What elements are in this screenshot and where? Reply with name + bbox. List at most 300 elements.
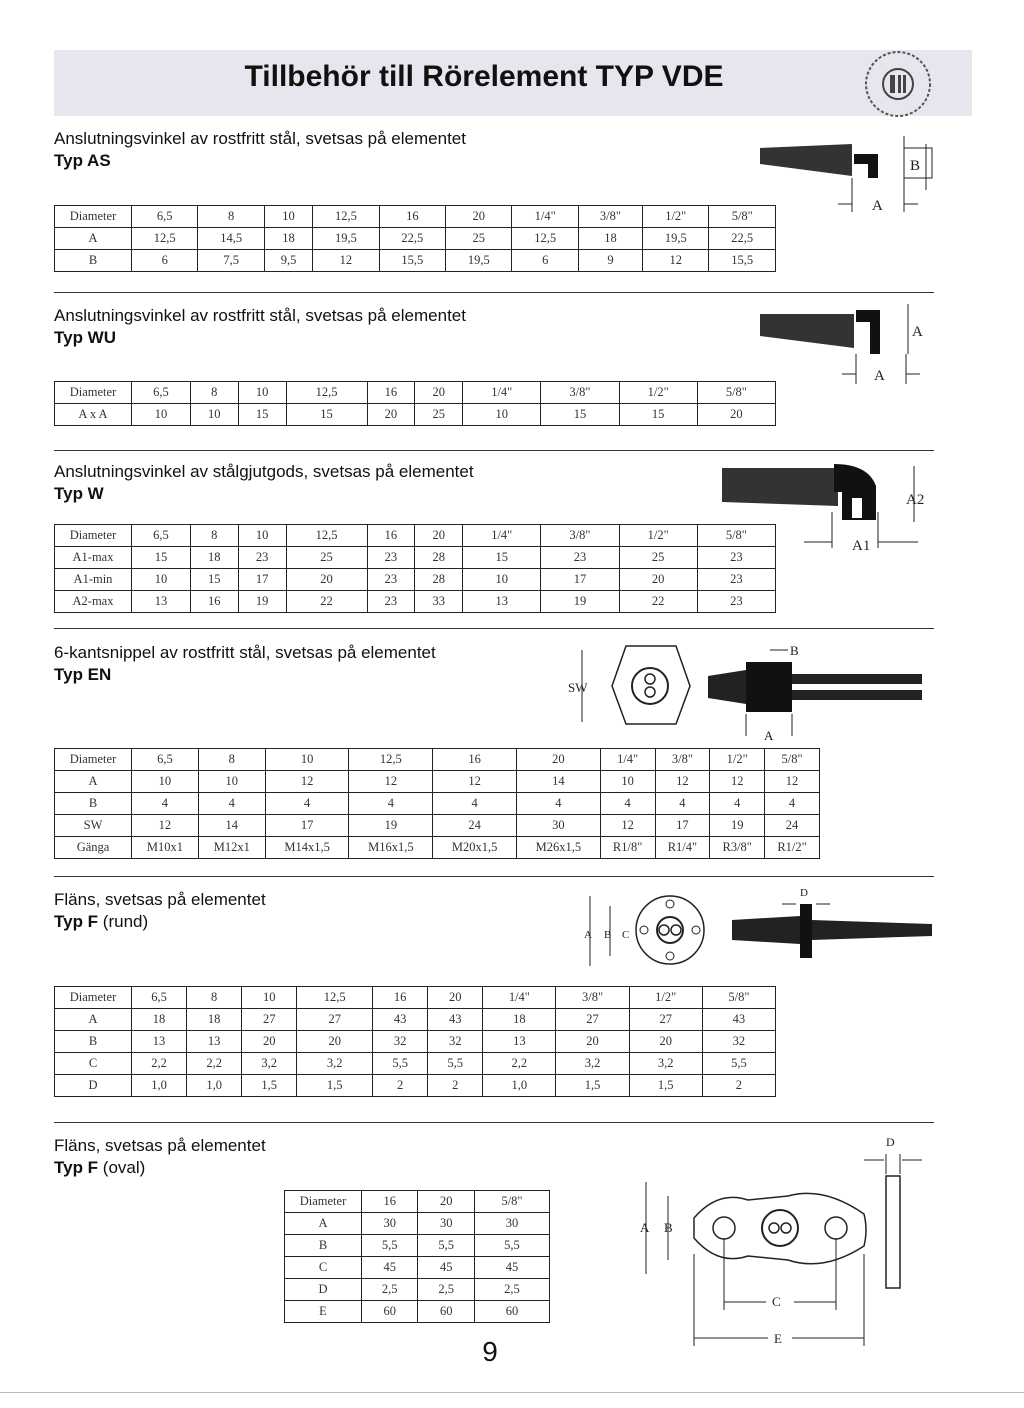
table-w [54,524,776,613]
table-cell: 15 [132,547,191,569]
table-row [285,1213,550,1235]
table-cell: 16 [433,749,517,771]
diagram-f-round-label-a: A [584,929,592,941]
table-cell: 2,2 [132,1053,187,1075]
table-cell: 25 [415,404,463,426]
row-label: A [55,1009,132,1031]
table-cell: 6,5 [132,749,199,771]
table-row [55,250,776,272]
table-cell: 19 [349,815,433,837]
table-cell: 8 [198,206,264,228]
table-cell: 12 [349,771,433,793]
table-cell: 1/2" [619,382,697,404]
table-cell: M12x1 [198,837,265,859]
divider [54,1122,934,1123]
diagram-w-label-a2: A2 [906,492,925,508]
table-cell: 20 [446,206,512,228]
table-cell: M14x1,5 [265,837,349,859]
section-w-title: Anslutningsvinkel av stålgjutgods, svetsas på elementet Typ W [54,462,474,503]
table-cell: 1,0 [132,1075,187,1097]
diagram-f-oval-label-d: D [886,1135,895,1149]
table-cell: 30 [418,1213,474,1235]
table-cell: 5,5 [702,1053,775,1075]
table-cell: 4 [710,793,765,815]
page-title: Tillbehör till Rörelement TYP VDE [244,60,724,93]
diagram-f-round-label-d: D [800,887,808,899]
table-cell: 4 [265,793,349,815]
table-cell: 17 [265,815,349,837]
table-row [285,1235,550,1257]
table-cell: 2,2 [483,1053,556,1075]
table-cell: 4 [765,793,820,815]
table-cell: 6,5 [132,987,187,1009]
diagram-en [560,640,940,750]
table-cell: 28 [415,569,463,591]
table-cell: 18 [132,1009,187,1031]
table-as [54,205,776,272]
table-cell: 6,5 [132,382,191,404]
table-row [285,1301,550,1323]
table-cell: 3/8" [541,382,619,404]
table-cell: M20x1,5 [433,837,517,859]
table-cell: 1,5 [629,1075,702,1097]
table-cell: 23 [367,547,415,569]
table-cell: 32 [702,1031,775,1053]
table-cell: 28 [415,547,463,569]
table-cell: 3,2 [297,1053,373,1075]
table-cell: 14 [516,771,600,793]
table-cell: 12 [655,771,710,793]
diagram-wu [756,300,936,390]
table-cell: 18 [578,228,642,250]
table-cell: 10 [264,206,312,228]
table-cell: 1/4" [512,206,578,228]
table-row [55,987,776,1009]
table-cell: 20 [428,987,483,1009]
table-cell: 10 [463,404,541,426]
table-cell: M10x1 [132,837,199,859]
table-cell: 30 [516,815,600,837]
row-label: Gänga [55,837,132,859]
table-cell: 10 [198,771,265,793]
table-cell: 5,5 [362,1235,418,1257]
table-cell: 20 [415,525,463,547]
table-cell: 43 [373,1009,428,1031]
table-cell: 25 [619,547,697,569]
divider [54,876,934,877]
table-cell: 23 [238,547,286,569]
table-cell: 25 [286,547,367,569]
diagram-f-oval-label-a: A [640,1220,650,1235]
table-row [55,749,820,771]
row-label: Diameter [55,749,132,771]
table-cell: 13 [463,591,541,613]
table-cell: 24 [433,815,517,837]
table-cell: 5/8" [474,1191,549,1213]
diagram-f-oval-label-b: B [664,1220,673,1235]
company-logo-icon [862,48,934,120]
table-cell: 27 [629,1009,702,1031]
table-cell: 14,5 [198,228,264,250]
table-cell: 1/4" [463,382,541,404]
table-cell: 10 [238,382,286,404]
diagram-wu-label-a2: A [912,324,923,340]
diagram-w [718,462,938,562]
table-cell: 27 [556,1009,629,1031]
table-cell: 2 [428,1075,483,1097]
table-row [55,1009,776,1031]
table-cell: 12,5 [512,228,578,250]
table-cell: 32 [373,1031,428,1053]
table-row [55,382,776,404]
table-cell: 4 [198,793,265,815]
table-cell: 45 [474,1257,549,1279]
table-cell: 19,5 [446,250,512,272]
table-cell: 16 [362,1191,418,1213]
table-cell: M26x1,5 [516,837,600,859]
section-en-title: 6-kantsnippel av rostfritt stål, svetsas på elementet Typ EN [54,643,436,684]
table-cell: 4 [516,793,600,815]
table-cell: 6,5 [132,525,191,547]
table-cell: 20 [697,404,775,426]
footer-rule [0,1392,1024,1393]
table-cell: 23 [697,591,775,613]
table-cell: 10 [242,987,297,1009]
table-cell: 2,5 [474,1279,549,1301]
table-cell: 27 [242,1009,297,1031]
table-cell: 20 [556,1031,629,1053]
table-cell: 3/8" [655,749,710,771]
row-label: B [285,1235,362,1257]
table-cell: 20 [415,382,463,404]
table-cell: 43 [428,1009,483,1031]
table-cell: 1,5 [556,1075,629,1097]
table-row [285,1279,550,1301]
row-label: A1-min [55,569,132,591]
row-label: A1-max [55,547,132,569]
table-cell: 9 [578,250,642,272]
row-label: D [285,1279,362,1301]
diagram-f-oval-label-c: C [772,1294,781,1309]
table-cell: 1,0 [483,1075,556,1097]
table-cell: 20 [297,1031,373,1053]
table-cell: 33 [415,591,463,613]
row-label: Diameter [55,206,132,228]
table-cell: 10 [600,771,655,793]
table-cell: 15,5 [379,250,445,272]
table-cell: 10 [463,569,541,591]
table-en [54,748,820,859]
table-cell: 12,5 [313,206,379,228]
table-cell: 12,5 [297,987,373,1009]
table-cell: 6,5 [132,206,198,228]
table-f-oval [284,1190,550,1323]
row-label: A [285,1213,362,1235]
row-label: E [285,1301,362,1323]
table-cell: 12 [132,815,199,837]
table-cell: 60 [418,1301,474,1323]
table-cell: 14 [198,815,265,837]
table-cell: R1/4" [655,837,710,859]
table-cell: 24 [765,815,820,837]
table-cell: 18 [187,1009,242,1031]
table-cell: 12 [600,815,655,837]
table-cell: 23 [367,569,415,591]
table-cell: 1,0 [187,1075,242,1097]
table-cell: 3,2 [556,1053,629,1075]
table-cell: 15 [541,404,619,426]
table-cell: 1/2" [710,749,765,771]
table-row [55,837,820,859]
table-cell: 5/8" [709,206,776,228]
table-row [55,404,776,426]
divider [54,292,934,293]
table-cell: 10 [132,569,191,591]
table-row [55,525,776,547]
table-cell: 17 [541,569,619,591]
table-cell: 13 [187,1031,242,1053]
table-cell: 4 [655,793,710,815]
table-cell: 6 [512,250,578,272]
diagram-f-oval [628,1134,938,1354]
divider [54,628,934,629]
table-cell: 12 [313,250,379,272]
table-cell: 12 [643,250,709,272]
row-label: A [55,228,132,250]
diagram-as [756,130,936,220]
table-cell: 30 [474,1213,549,1235]
table-cell: 45 [362,1257,418,1279]
table-cell: 22,5 [379,228,445,250]
row-label: SW [55,815,132,837]
table-cell: 12,5 [349,749,433,771]
row-label: Diameter [55,525,132,547]
table-cell: 2,5 [418,1279,474,1301]
table-cell: 5,5 [474,1235,549,1257]
table-cell: 10 [265,749,349,771]
diagram-as-label-b: B [910,158,921,174]
table-cell: 1/2" [643,206,709,228]
diagram-as-label-a: A [872,198,883,214]
table-cell: 17 [238,569,286,591]
table-cell: 5/8" [765,749,820,771]
table-cell: 27 [297,1009,373,1031]
table-cell: 4 [132,793,199,815]
table-cell: 60 [362,1301,418,1323]
table-cell: 12,5 [286,525,367,547]
table-cell: 16 [367,382,415,404]
diagram-w-label-a1: A1 [852,538,871,554]
row-label: Diameter [55,382,132,404]
diagram-f-round-label-b: B [604,929,612,941]
diagram-en-label-sw: SW [568,680,588,695]
table-cell: 25 [446,228,512,250]
table-cell: 45 [418,1257,474,1279]
row-label: A2-max [55,591,132,613]
table-cell: 23 [697,569,775,591]
table-row [55,1031,776,1053]
table-cell: 19 [541,591,619,613]
divider [54,450,934,451]
table-cell: 1/4" [600,749,655,771]
table-cell: 10 [132,404,191,426]
diagram-en-label-a: A [764,728,774,743]
table-cell: 10 [238,525,286,547]
table-row [55,206,776,228]
table-cell: 12 [433,771,517,793]
table-cell: 20 [242,1031,297,1053]
table-cell: 13 [483,1031,556,1053]
table-cell: 13 [132,1031,187,1053]
table-cell: 1/4" [483,987,556,1009]
table-cell: 15 [190,569,238,591]
table-cell: 20 [629,1031,702,1053]
row-label: D [55,1075,132,1097]
table-cell: 2,5 [362,1279,418,1301]
table-cell: 20 [418,1191,474,1213]
table-row [55,228,776,250]
table-cell: 20 [619,569,697,591]
table-cell: 16 [367,525,415,547]
table-cell: 15 [619,404,697,426]
table-cell: 12,5 [286,382,367,404]
table-cell: R1/8" [600,837,655,859]
table-cell: 22,5 [709,228,776,250]
table-cell: 20 [286,569,367,591]
table-cell: 6 [132,250,198,272]
table-cell: 5/8" [697,382,775,404]
table-cell: 19 [710,815,765,837]
table-cell: 20 [516,749,600,771]
table-cell: 60 [474,1301,549,1323]
diagram-f-round-label-c: C [622,929,630,941]
table-row [55,1075,776,1097]
table-row [55,547,776,569]
table-cell: 12 [265,771,349,793]
table-row [55,569,776,591]
table-row [55,815,820,837]
table-cell: 2,2 [187,1053,242,1075]
table-cell: 7,5 [198,250,264,272]
table-cell: 12 [710,771,765,793]
table-cell: 23 [697,547,775,569]
table-cell: 3,2 [242,1053,297,1075]
table-row [55,793,820,815]
table-cell: 15 [463,547,541,569]
table-cell: 32 [428,1031,483,1053]
table-cell: 3/8" [556,987,629,1009]
table-cell: 13 [132,591,191,613]
table-cell: 30 [362,1213,418,1235]
table-cell: 4 [433,793,517,815]
section-as-title: Anslutningsvinkel av rostfritt stål, svetsas på elementet Typ AS [54,129,466,170]
row-label: B [55,250,132,272]
table-cell: 5/8" [702,987,775,1009]
table-cell: 8 [190,382,238,404]
table-row [285,1191,550,1213]
diagram-en-label-b: B [790,643,799,658]
table-cell: 22 [286,591,367,613]
table-cell: 17 [655,815,710,837]
table-cell: 2 [373,1075,428,1097]
row-label: B [55,793,132,815]
table-cell: 16 [373,987,428,1009]
table-cell: 4 [349,793,433,815]
table-cell: 4 [600,793,655,815]
table-f-round [54,986,776,1097]
table-cell: 5,5 [373,1053,428,1075]
table-row [55,1053,776,1075]
page-number: 9 [482,1336,498,1367]
row-label: A x A [55,404,132,426]
diagram-f-round [576,884,936,974]
row-label: C [55,1053,132,1075]
table-cell: 19,5 [313,228,379,250]
table-cell: 20 [367,404,415,426]
table-cell: 43 [702,1009,775,1031]
table-cell: R1/2" [765,837,820,859]
table-cell: M16x1,5 [349,837,433,859]
table-cell: 3,2 [629,1053,702,1075]
table-cell: 8 [198,749,265,771]
table-cell: 15 [238,404,286,426]
table-cell: 3/8" [541,525,619,547]
table-cell: R3/8" [710,837,765,859]
table-cell: 15 [286,404,367,426]
table-cell: 1/4" [463,525,541,547]
table-cell: 10 [132,771,199,793]
table-cell: 19,5 [643,228,709,250]
row-label: Diameter [285,1191,362,1213]
table-cell: 1/2" [619,525,697,547]
table-cell: 1,5 [242,1075,297,1097]
row-label: B [55,1031,132,1053]
diagram-wu-label-a: A [874,368,885,384]
table-cell: 23 [367,591,415,613]
table-row [55,591,776,613]
table-cell: 15,5 [709,250,776,272]
section-f-oval-title: Fläns, svetsas på elementet Typ F (oval) [54,1136,266,1177]
table-row [55,771,820,793]
table-cell: 5,5 [418,1235,474,1257]
table-cell: 1,5 [297,1075,373,1097]
table-cell: 8 [187,987,242,1009]
section-f-round-title: Fläns, svetsas på elementet Typ F (rund) [54,890,266,931]
table-cell: 18 [190,547,238,569]
row-label: A [55,771,132,793]
table-cell: 5/8" [697,525,775,547]
table-cell: 19 [238,591,286,613]
table-cell: 18 [264,228,312,250]
table-cell: 22 [619,591,697,613]
table-cell: 3/8" [578,206,642,228]
table-cell: 16 [190,591,238,613]
table-wu [54,381,776,426]
table-cell: 16 [379,206,445,228]
table-cell: 12 [765,771,820,793]
table-cell: 5,5 [428,1053,483,1075]
table-cell: 8 [190,525,238,547]
table-cell: 1/2" [629,987,702,1009]
diagram-f-oval-label-e: E [774,1331,782,1346]
section-wu-title: Anslutningsvinkel av rostfritt stål, svetsas på elementet Typ WU [54,306,466,347]
row-label: Diameter [55,987,132,1009]
row-label: C [285,1257,362,1279]
table-cell: 23 [541,547,619,569]
table-cell: 12,5 [132,228,198,250]
table-cell: 18 [483,1009,556,1031]
table-cell: 10 [190,404,238,426]
